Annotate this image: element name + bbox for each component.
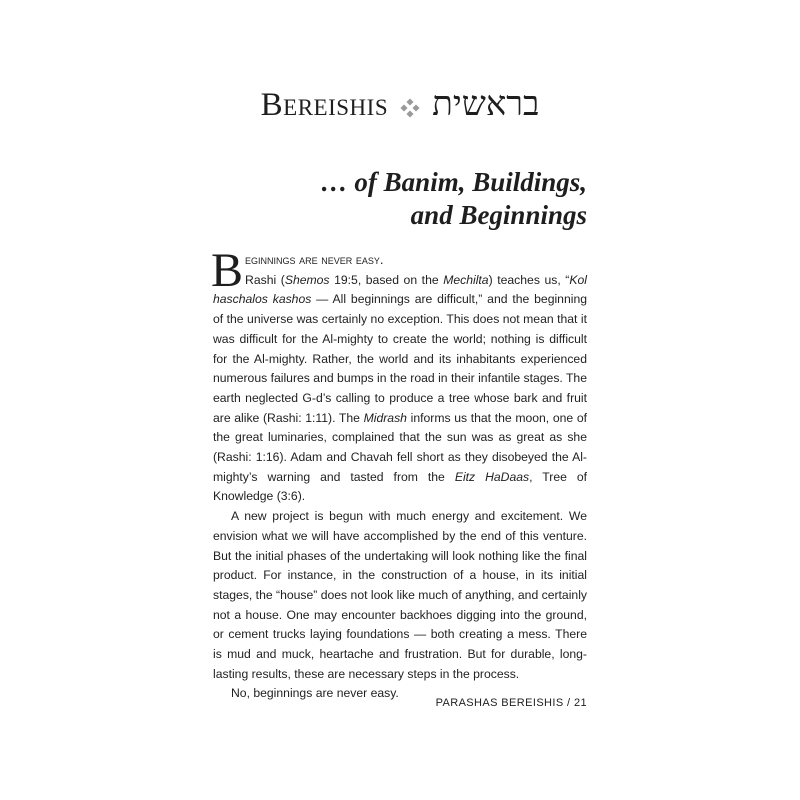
text-run: 19:5, based on the [329,272,444,287]
diamond-ornament-icon [400,98,420,118]
chapter-subtitle [227,166,587,232]
paragraph-2: A new project is begun with much energy and excitement. We envision what we will have accomplished by the end of this venture. But the initial phases of the undertaking will look nothing like the final product. For instance, in the construction of a house, in its initial stages, the “house” does not look like much of anything, and certainly not a house. One may encounter backhoes digging into the ground, or cement trucks laying foundations — both creating a mess. There is mud and muck, heartache and frustration. But for durable, long-lasting results, these are necessary steps in the process. [213,509,587,681]
drop-cap: B [211,244,244,297]
heading-hebrew: בראשית [432,84,540,124]
lead-in-text: eginnings are never easy. [245,252,384,267]
italic-term: Shemos [284,272,330,287]
text-run: informs us that the moon, one of the great luminaries, complained that the sun was as great as she (Rashi: 1:16). Adam and Chavah fell short as they disobeyed the Al-mighty’s warning and tasted from the [213,410,587,484]
text-run: — All beginnings are difficult,” and the beginning of the universe was certainly no exception. This does not mean that it was difficult for the Al-mighty to create the world; nothing is difficult for the Al-mighty. Rather, the world and its inhabitants experienced numerous failures and bumps in the road in their infantile stages. The earth neglected G-d’s calling to produce a tree whose bark and fruit are alike (Rashi: 1:11). The [213,292,587,425]
paragraph-1 [211,244,588,507]
paragraph-3: No, beginnings are never easy. [231,686,399,701]
heading-english: Bereishis [260,87,389,123]
text-run: ) teaches us, “ [488,272,570,287]
chapter-heading [0,84,800,124]
text-run: , Tree of Knowledge (3:6). [213,469,588,504]
running-footer: PARASHAS BEREISHIS / 21 [435,697,587,709]
subtitle-line-1: … of Banim, Buildings, [320,167,587,197]
italic-term: Midrash [363,410,407,425]
italic-term: Kol haschalos kashos [213,272,587,307]
body-text [211,244,588,704]
subtitle-line-2: and Beginnings [410,200,587,230]
italic-term: Mechilta [443,272,489,287]
text-run: Rashi ( [245,272,285,287]
italic-term: Eitz HaDaas [454,469,530,484]
